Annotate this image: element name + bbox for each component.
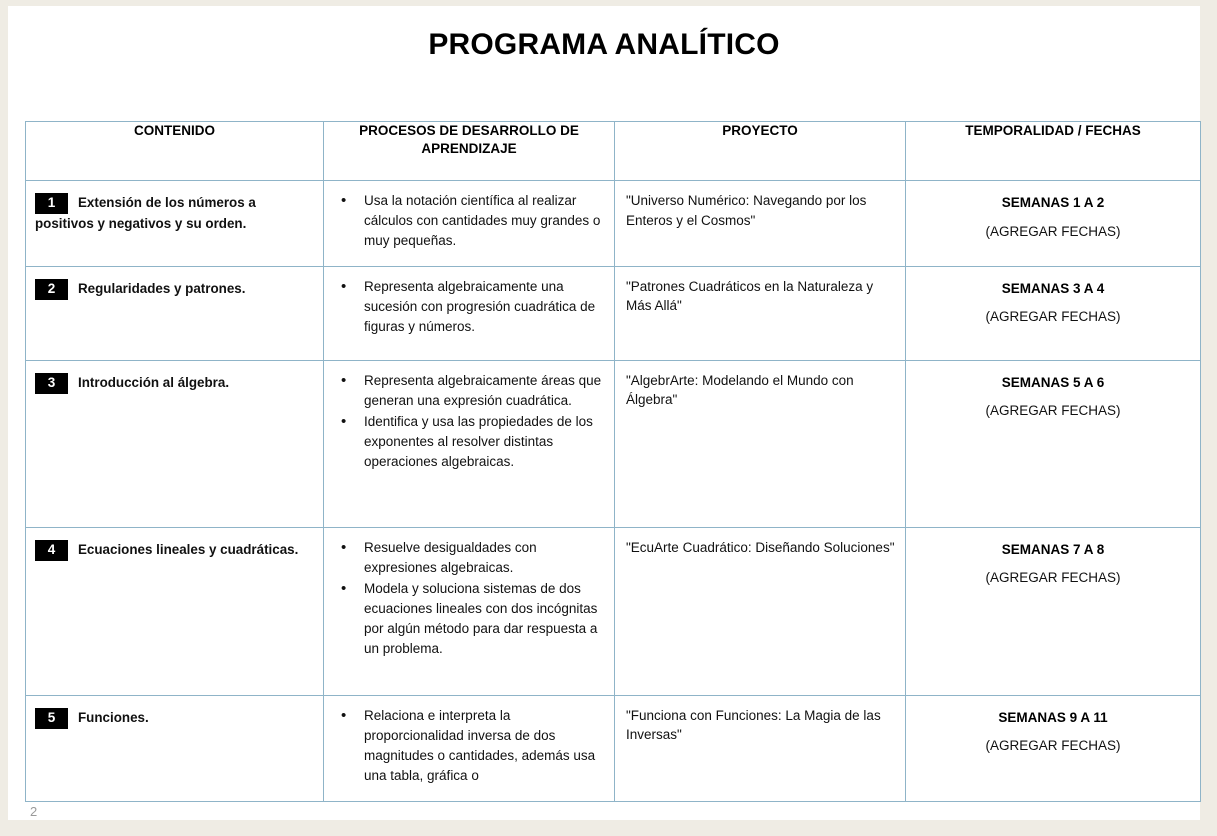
- contenido-text: Extensión de los números a positivos y negativos y su orden.: [35, 195, 256, 232]
- table-row: [26, 266, 1201, 360]
- cell-procesos: [324, 527, 615, 695]
- row-number-badge: 4: [35, 540, 68, 561]
- table-row: [26, 360, 1201, 527]
- procesos-list: [324, 706, 608, 786]
- semanas-text: SEMANAS 5 A 6: [1001, 374, 1105, 390]
- procesos-list: [324, 371, 608, 472]
- column-header-temporalidad: TEMPORALIDAD / FECHAS: [906, 122, 1201, 181]
- cell-proyecto: [615, 527, 906, 695]
- proyecto-text: "Patrones Cuadráticos en la Naturaleza y Más Allá": [626, 278, 874, 314]
- semanas-text: SEMANAS 3 A 4: [1001, 280, 1105, 296]
- cell-proyecto: [615, 181, 906, 267]
- table-row: [26, 695, 1201, 801]
- contenido-text: Ecuaciones lineales y cuadráticas.: [78, 541, 299, 557]
- cell-temporalidad: [906, 266, 1201, 360]
- table-header-row: [26, 122, 1201, 181]
- semanas-text: SEMANAS 1 A 2: [1001, 195, 1105, 210]
- proyecto-text: "Funciona con Funciones: La Magia de las Inversas": [626, 707, 881, 743]
- table-row: [26, 181, 1201, 267]
- contenido-text: Introducción al álgebra.: [78, 374, 230, 390]
- cell-procesos: [324, 181, 615, 267]
- list-item: • Relaciona e interpreta la proporcionalidad inversa de dos magnitudes o cantidades, además usa una tabla, gráfica o: [362, 706, 604, 786]
- semanas-text: SEMANAS 7 A 8: [1001, 541, 1105, 557]
- slide-page: [8, 6, 1200, 820]
- cell-procesos: [324, 360, 615, 527]
- proyecto-text: "EcuArte Cuadrático: Diseñando Soluciones": [626, 539, 895, 555]
- row-number-badge: 1: [35, 193, 68, 214]
- fechas-text: (AGREGAR FECHAS): [985, 223, 1121, 239]
- procesos-list: [324, 538, 608, 659]
- column-header-proyecto: PROYECTO: [615, 122, 906, 181]
- cell-temporalidad: [906, 527, 1201, 695]
- cell-procesos: [324, 695, 615, 801]
- list-item: • Resuelve desigualdades con expresiones algebraicas.: [362, 538, 604, 578]
- cell-proyecto: [615, 695, 906, 801]
- procesos-list: [324, 191, 608, 251]
- semanas-text: SEMANAS 9 A 11: [998, 709, 1108, 725]
- row-number-badge: 2: [35, 279, 68, 300]
- list-item: • Representa algebraicamente una sucesión con progresión cuadrática de figuras y números.: [362, 277, 604, 337]
- cell-contenido: [26, 181, 324, 267]
- list-item: • Modela y soluciona sistemas de dos ecuaciones lineales con dos incógnitas por algún método para dar respuesta a un problema.: [362, 579, 604, 659]
- page-title: PROGRAMA ANALÍTICO: [428, 28, 780, 61]
- page-number: 2: [30, 804, 38, 819]
- column-header-procesos: PROCESOS DE DESARROLLO DE APRENDIZAJE: [324, 122, 615, 181]
- list-item: • Identifica y usa las propiedades de los exponentes al resolver distintas operaciones algebraicas.: [362, 412, 604, 472]
- fechas-text: (AGREGAR FECHAS): [985, 309, 1121, 325]
- cell-temporalidad: [906, 181, 1201, 267]
- fechas-text: (AGREGAR FECHAS): [985, 403, 1121, 419]
- cell-procesos: [324, 266, 615, 360]
- list-item: • Representa algebraicamente áreas que generan una expresión cuadrática.: [362, 371, 604, 411]
- cell-contenido: [26, 266, 324, 360]
- contenido-text: Funciones.: [78, 709, 149, 725]
- programa-analitico-table: [25, 121, 1201, 802]
- table-row: [26, 527, 1201, 695]
- row-number-badge: 3: [35, 373, 68, 394]
- column-header-contenido: CONTENIDO: [26, 122, 324, 181]
- proyecto-text: "AlgebrArte: Modelando el Mundo con Álgebra": [626, 372, 854, 408]
- cell-contenido: [26, 527, 324, 695]
- fechas-text: (AGREGAR FECHAS): [985, 738, 1121, 754]
- row-number-badge: 5: [35, 708, 68, 729]
- cell-temporalidad: [906, 695, 1201, 801]
- cell-contenido: [26, 360, 324, 527]
- procesos-list: [324, 277, 608, 337]
- cell-contenido: [26, 695, 324, 801]
- fechas-text: (AGREGAR FECHAS): [985, 570, 1121, 586]
- proyecto-text: "Universo Numérico: Navegando por los Enteros y el Cosmos": [626, 193, 867, 228]
- cell-temporalidad: [906, 360, 1201, 527]
- cell-proyecto: [615, 266, 906, 360]
- cell-proyecto: [615, 360, 906, 527]
- list-item: • Usa la notación científica al realizar cálculos con cantidades muy grandes o muy pequeñas.: [362, 191, 604, 251]
- contenido-text: Regularidades y patrones.: [78, 280, 246, 296]
